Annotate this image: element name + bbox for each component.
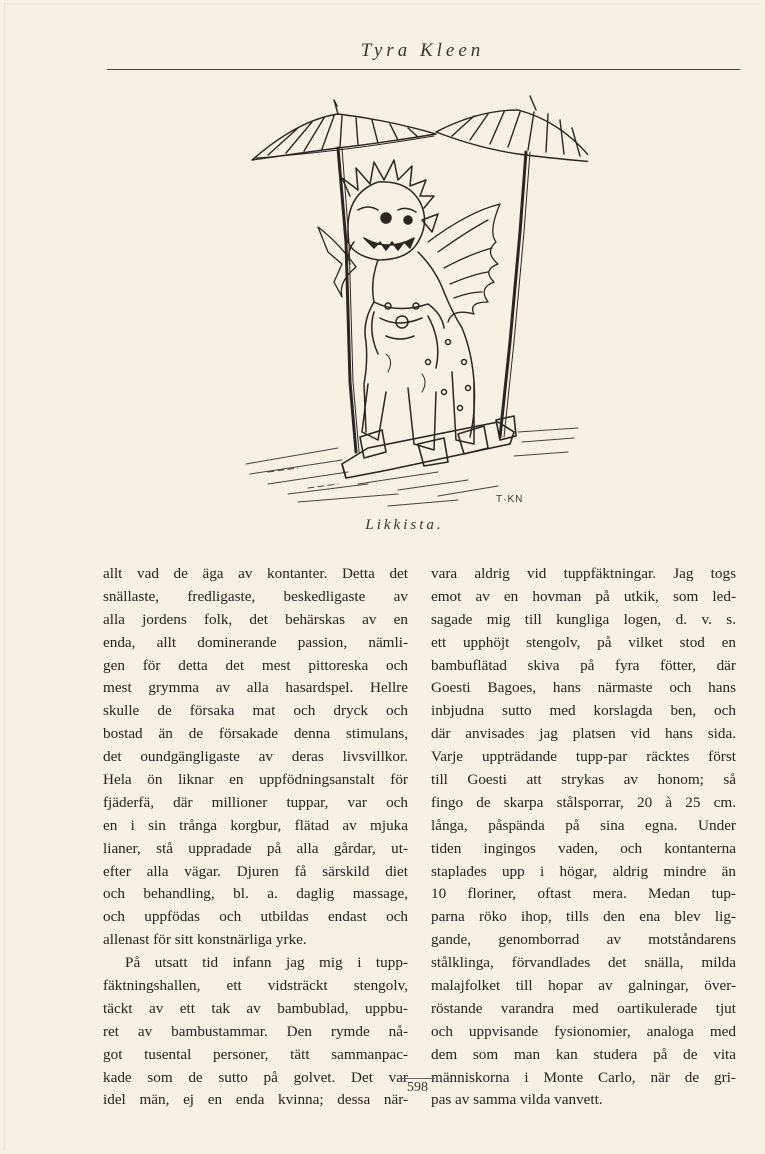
coffin-base: [342, 416, 516, 478]
text-line: mest grymma av alla hasardspel. Hellre: [103, 679, 408, 697]
right-pole: [500, 152, 526, 437]
text-line: bostad än de försakade denna stimulans,: [103, 725, 408, 743]
text-line: gen för detta det mest pittoreska och: [103, 656, 408, 674]
folio-rule: [399, 1078, 435, 1079]
text-line: fingo de skarpa stålsporrar, 20 à 25 cm.: [431, 793, 736, 811]
text-line: malajfolket till hopar av galningar, över-: [431, 977, 736, 995]
illustration-coffin-drawing: [238, 92, 588, 517]
text-line: bambuflätad skiva på fyra fötter, där: [431, 656, 736, 674]
text-line: fäktningshallen, ett vidsträckt stengolv,: [103, 977, 408, 995]
text-line: 10 floriner, oftast mera. Medan tup-: [431, 885, 736, 903]
text-line: inbjudna sutto med korslagda ben, och: [431, 702, 736, 720]
left-parasol: [252, 100, 436, 160]
text-line: röstande varandra med oartikulerade tjut: [431, 999, 736, 1017]
right-column: [431, 563, 736, 1112]
text-line: kade som de sutto på golvet. Det var: [103, 1068, 408, 1086]
text-line: emot av en hovman på utkik, som led-: [431, 587, 736, 605]
text-line: där anvisades jag platsen vid hans sida.: [431, 725, 736, 743]
artist-monogram: T·KN: [496, 494, 524, 505]
text-line: allt vad de äga av kontanter. Detta det: [103, 565, 408, 582]
text-line: staplades upp i högar, aldrig mindre än: [431, 862, 736, 880]
text-line: enda, allt dominerande passion, nämli-: [103, 633, 408, 651]
text-line: det oundgängligaste av deras livsvillkor.: [103, 748, 408, 766]
text-line: dem som man kan studera på de vita: [431, 1045, 736, 1063]
text-line: Goesti Bagoes, hans närmaste och hans: [431, 679, 736, 697]
text-line: ett upphöjt stengolv, på vilket stod en: [431, 633, 736, 651]
text-line: till Goesti att strykas av honom; så: [431, 771, 736, 789]
text-line: vara aldrig vid tuppfäktningar. Jag togs: [431, 565, 736, 582]
text-line: idel män, ej en enda kvinna; dessa när-: [103, 1091, 408, 1109]
left-column: [103, 563, 408, 1112]
text-line: tiden ingingos vaden, och kontanterna: [431, 839, 736, 857]
text-line: Varje uppträdande tupp-par räcktes först: [431, 748, 736, 766]
text-line: På utsatt tid infann jag mig i tupp-: [125, 954, 408, 972]
text-line: skulle de försaka mat och dryck och: [103, 702, 408, 720]
text-line: stålklinga, förvandlades det snälla, milda: [431, 954, 736, 972]
text-line: allenast för sitt konstnärliga yrke.: [103, 931, 307, 949]
text-line: och behandling, bl. a. daglig massage,: [103, 885, 408, 903]
text-line: en i sin trånga korgbur, flätad av mjuka: [103, 816, 408, 834]
beast-body: [362, 252, 475, 450]
text-line: och uppfödas och utbildas endast och: [103, 908, 408, 926]
text-line: alla jordens folk, det behärskas av en: [103, 610, 408, 628]
demon-head: [342, 160, 438, 264]
text-line: människorna i Monte Carlo, när de gri-: [431, 1068, 736, 1086]
text-line: gande, genomborrad av motståndarens: [431, 931, 736, 949]
text-line: pas av samma vilda vanvett.: [431, 1091, 603, 1109]
running-head: Tyra Kleen: [360, 40, 485, 61]
text-line: parna röko ihop, tills den ena blev lig-: [431, 908, 736, 926]
text-line: snällaste, fredligaste, beskedligaste av: [103, 587, 408, 605]
right-parasol: [436, 96, 588, 162]
text-line: lianer, stå uppradade på alla gårdar, ut-: [103, 839, 408, 857]
page-number: 598: [407, 1080, 428, 1095]
text-line: och uppvisande fysionomier, analoga med: [431, 1022, 736, 1040]
text-line: sagade mig till kungliga logen, d. v. s.: [431, 610, 736, 628]
text-line: got tusental personer, tätt sammanpac-: [103, 1045, 408, 1063]
left-pole: [338, 148, 356, 452]
text-line: efter alla vägar. Djuren få särskild diet: [103, 862, 408, 880]
text-line: fjäderfä, där millioner tuppar, var och: [103, 793, 408, 811]
header-rule: [107, 69, 740, 70]
text-line: täckt av ett tak av bambublad, uppbu-: [103, 999, 408, 1017]
text-line: långa, påspända på sina egna. Under: [431, 816, 736, 834]
text-line: ret av bambustammar. Den rymde nå-: [103, 1022, 408, 1040]
text-line: Hela ön liknar en uppfödningsanstalt för: [103, 771, 408, 789]
figure-caption: Likkista.: [365, 517, 444, 533]
